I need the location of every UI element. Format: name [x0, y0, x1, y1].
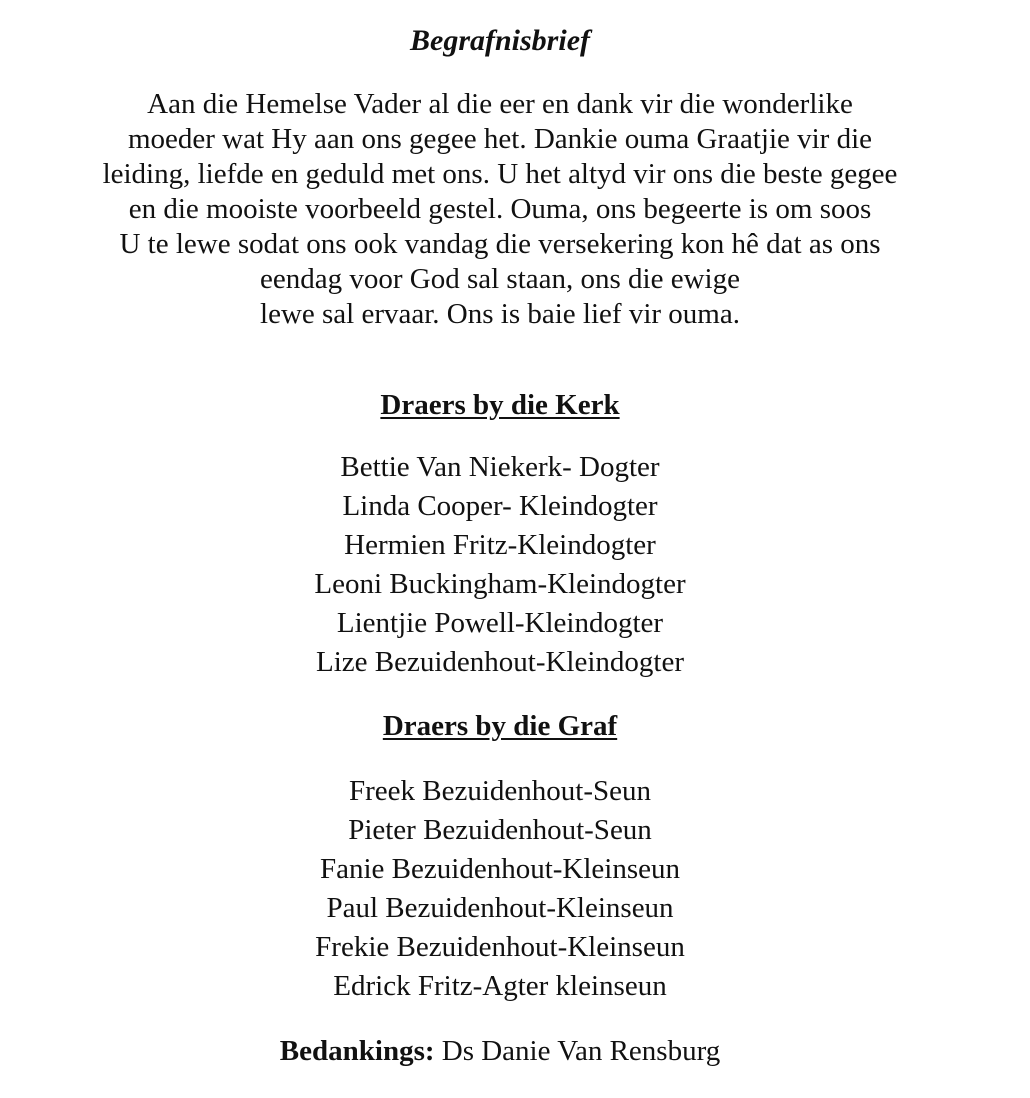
church-bearers-list: [0, 448, 1000, 682]
letter-line: en die mooiste voorbeeld gestel. Ouma, ons begeerte is om soos: [128, 193, 872, 225]
list-item: Pieter Bezuidenhout-Seun: [348, 814, 652, 846]
letter-line: U te lewe sodat ons ook vandag die versekering kon hê dat as ons: [119, 228, 881, 260]
list-item: Frekie Bezuidenhout-Kleinseun: [315, 931, 685, 963]
church-bearers-heading: [0, 387, 1000, 423]
thanks-label: Bedankings:: [279, 1035, 435, 1067]
letter-line: Aan die Hemelse Vader al die eer en dank vir die wonderlike: [147, 88, 853, 120]
letter-paragraph: [0, 87, 1000, 332]
thanks-value: Ds Danie Van Rensburg: [441, 1035, 721, 1067]
letter-line: lewe sal ervaar. Ons is baie lief vir ouma.: [260, 298, 740, 330]
list-item: Fanie Bezuidenhout-Kleinseun: [320, 853, 680, 885]
letter-line: eendag voor God sal staan, ons die ewige: [260, 263, 740, 295]
list-item: Paul Bezuidenhout-Kleinseun: [326, 892, 674, 924]
list-item: Freek Bezuidenhout-Seun: [348, 775, 651, 807]
grave-bearers-heading-text: Draers by die Graf: [382, 710, 618, 742]
grave-bearers-list: [0, 772, 1000, 1006]
grave-bearers-heading: [0, 708, 1000, 744]
list-item: Edrick Fritz-Agter kleinseun: [333, 970, 667, 1002]
list-item: Lientjie Powell-Kleindogter: [336, 607, 664, 639]
list-item: Hermien Fritz-Kleindogter: [344, 529, 656, 561]
list-item: Linda Cooper- Kleindogter: [342, 490, 658, 522]
thanks-line: [0, 1032, 1000, 1070]
church-bearers-heading-text: Draers by die Kerk: [380, 389, 620, 421]
document-title: Begrafnisbrief: [410, 24, 590, 57]
list-item: Leoni Buckingham-Kleindogter: [314, 568, 686, 600]
letter-line: leiding, liefde en geduld met ons. U het altyd vir ons die beste gegee: [102, 158, 898, 190]
list-item: Lize Bezuidenhout-Kleindogter: [315, 646, 684, 678]
list-item: Bettie Van Niekerk- Dogter: [340, 451, 660, 483]
letter-line: moeder wat Hy aan ons gegee het. Dankie ouma Graatjie vir die: [127, 123, 873, 155]
